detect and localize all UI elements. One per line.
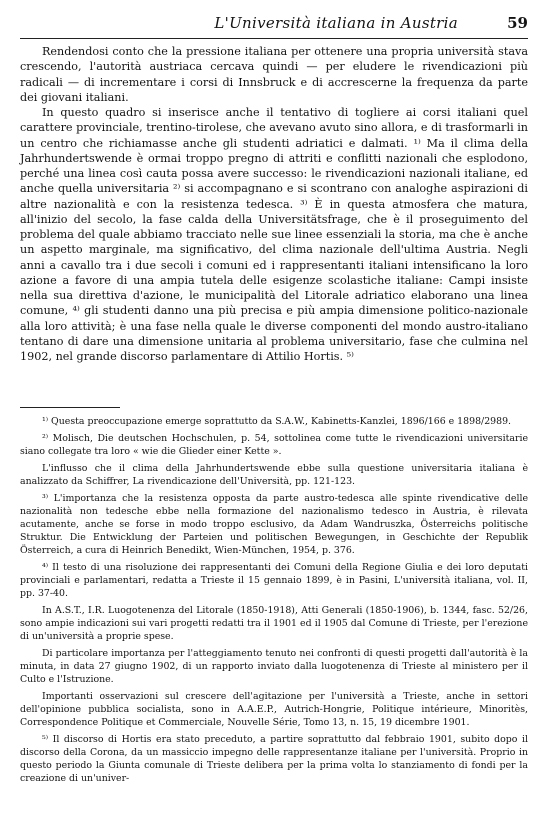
running-header [20, 12, 528, 39]
footnote: ¹⁾ Questa preoccupazione emerge soprattutto da S.A.W., Kabinetts-Kanzlei, 1896/166 e 1898/2989. [42, 416, 512, 427]
footnote: ²⁾ Molisch, Die deutschen Hochschulen, p. 54, sottolinea come tutte le rivendicazioni universitarie siano collegate tra loro « wie die Glieder einer Kette ». [20, 433, 528, 457]
footnote: Importanti osservazioni sul crescere dell'agitazione per l'università a Trieste, anche in settori dell'opinione pubblica socialista, sono in A.A.E.P., Autrich-Hongrie, Politique intérieure, Minoritès, Correspondence Politique et Commerciale, Nouvelle Série, Tomo 13, n. 15, 19 dicembre 1901. [20, 691, 528, 728]
running-title: L'Università italiana in Austria [214, 14, 458, 32]
footnote: ³⁾ L'importanza che la resistenza opposta da parte austro-tedesca alle spinte rivendicative delle nazionalità non tedesche ebbe nella formazione del nazionalismo tedesco in Austria, è rilevata acutamente, anche se forse in modo troppo esclusivo, da Adam Wandruszka, Österreichs politische Struktur. Die Entwicklung der Parteien und politischen Bewegungen, in Geschichte der Republik Österreich, a cura di Heinrich Benedikt, Wien-München, 1954, p. 376. [20, 493, 528, 556]
body-paragraph: Rendendosi conto che la pressione italiana per ottenere una propria università stava crescendo, l'autorità austriaca cercava quindi — per eludere le rivendicazioni più radicali — di incrementare i corsi di Innsbruck e di accrescerne la frequenza da parte dei giovani italiani. [20, 45, 528, 104]
footnote: Di particolare importanza per l'atteggiamento tenuto nei confronti di questi progetti dall'autorità è la minuta, in data 27 giugno 1902, di un rapporto inviato dalla luogotenenza di Trieste al ministero per il Culto e l'Istruzione. [20, 648, 528, 685]
footnote: ⁴⁾ Il testo di una risoluzione dei rappresentanti dei Comuni della Regione Giulia e dei loro deputati provinciali e parlamentari, redatta a Trieste il 15 gennaio 1899, è in Pasini, L'università italiana, vol. II, pp. 37-40. [20, 562, 528, 599]
footnote-separator [20, 407, 120, 408]
main-text [20, 44, 528, 364]
footnote: ⁵⁾ Il discorso di Hortis era stato preceduto, a partire soprattutto dal febbraio 1901, subito dopo il discorso della Corona, da un massiccio impegno delle rappresentanze italiane per l'università. Proprio in questo periodo la Giunta comunale di Trieste delibera per la prima volta lo stanziamento di fondi per la creazione di un'univer- [20, 734, 528, 784]
body-paragraph: In questo quadro si inserisce anche il tentativo di togliere ai corsi italiani quel carattere provinciale, trentino-tirolese, che avevano avuto sino allora, e di trasformarli in un centro che richiamasse anche gli studenti adriatici e dalmati. ¹⁾ Ma il clima della Jahrhundertswende è ormai troppo pregno di attriti e conflitti nazionali che esplodono, perché una linea così cauta possa avere successo: le rivendicazioni nazionali italiane, ed anche quella universitaria ²⁾ si accompagnano e si scontrano con analoghe aspirazioni di altre nazionalità e con la resistenza tedesca. ³⁾ È in questa atmosfera che matura, all'inizio del secolo, la fase calda della Universitätsfrage, che è il proseguimento del problema del quale abbiamo tracciato nelle sue linee essenziali la storia, ma che è anche un aspetto marginale, ma significativo, del clima nazionale dell'ultima Austria. Negli anni a cavallo tra i due secoli i comuni ed i rappresentanti italiani intensificano la loro azione a favore di una ampia tutela delle esigenze scolastiche italiane: Campi insiste nella sua direttiva d'azione, le municipalità del Litorale adriatico elaborano una linea comune, ⁴⁾ gli studenti danno una più precisa e più ampia dimensione politico-nazionale alla loro attività; è una fase nella quale le diverse componenti del mondo austro-italiano tentano di dare una dimensione unitaria al problema universitario, fase che culmina nel 1902, nel grande discorso parlamentare di Attilio Hortis. ⁵⁾ [20, 106, 528, 363]
page-number: 59 [507, 14, 528, 32]
footnotes [20, 415, 528, 785]
footnote: L'influsso che il clima della Jahrhundertswende ebbe sulla questione universitaria italiana è analizzato da Schiffrer, La rivendicazione dell'Università, pp. 121-123. [20, 463, 528, 487]
footnote: In A.S.T., I.R. Luogotenenza del Litorale (1850-1918), Atti Generali (1850-1906), b. 1344, fasc. 52/26, sono ampie indicazioni sui vari progetti redatti tra il 1901 ed il 1905 dal Comune di Trieste, per l'erezione di un'università a proprie spese. [20, 605, 528, 642]
